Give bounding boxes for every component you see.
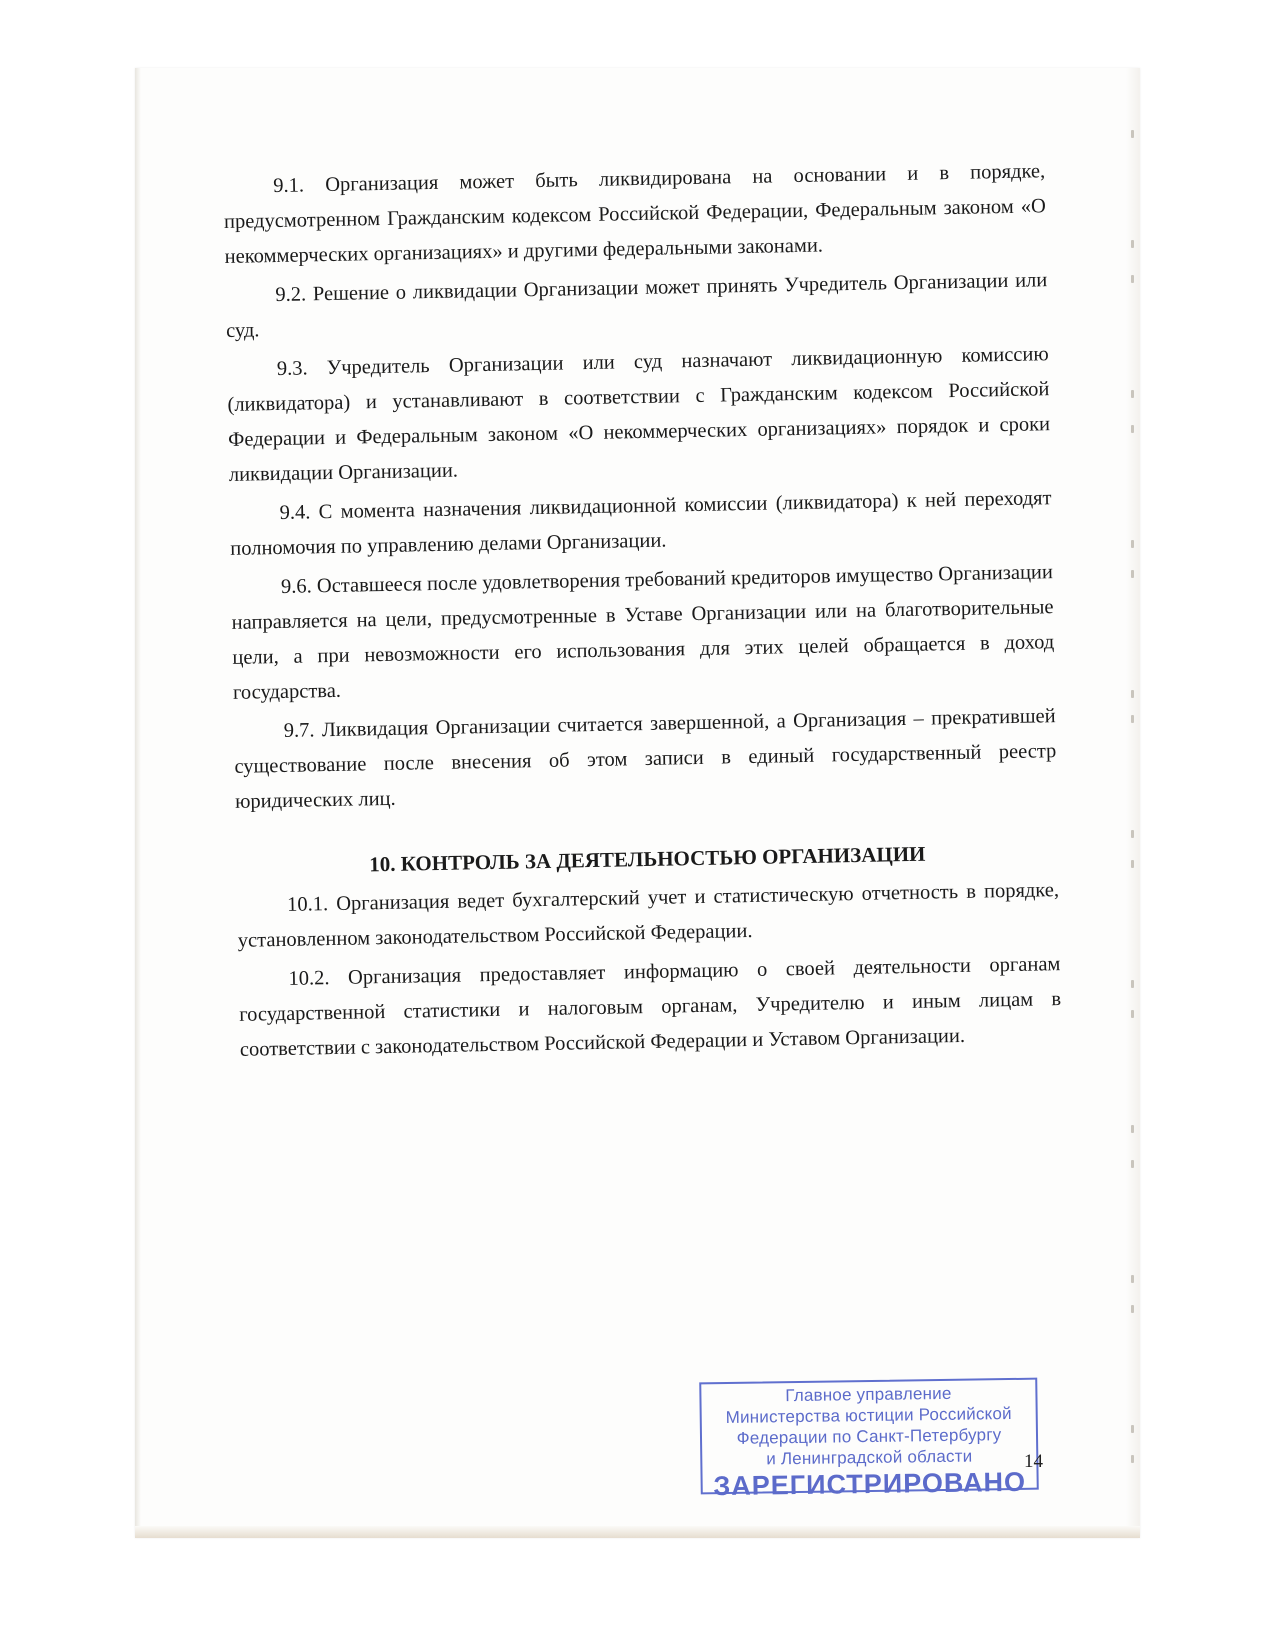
binding-mark: [1131, 1125, 1134, 1133]
section-10-heading: 10. КОНТРОЛЬ ЗА ДЕЯТЕЛЬНОСТЬЮ ОРГАНИЗАЦИИ: [369, 841, 926, 877]
binding-mark: [1131, 690, 1134, 698]
page-left-edge: [135, 68, 141, 1538]
binding-mark: [1131, 275, 1134, 283]
stamp-line-4: и Ленинградской области: [766, 1446, 973, 1469]
stamp-status: ЗАРЕГИСТРИРОВАНО: [713, 1466, 1027, 1502]
binding-mark: [1131, 240, 1134, 248]
binding-mark: [1131, 1305, 1134, 1313]
paragraph-10-2: 10.2. Организация предоставляет информацию о своей деятельности органам государственной статистики и налоговым органам, Учредителю и иным лицам в соответствии с законодательством Российской Федерации и Уставом Организации.: [239, 953, 1062, 1061]
binding-mark: [1131, 130, 1134, 138]
registration-stamp: [699, 1378, 1039, 1502]
binding-mark: [1131, 860, 1134, 868]
stamp-line-1: Главное управление: [785, 1383, 952, 1406]
binding-mark: [1131, 570, 1134, 578]
paragraph-9-6: 9.6. Оставшееся после удовлетворения требований кредиторов имущество Организации направляется на цели, предусмотренные в Уставе Организации или на благотворительные цели, а при невозможности его использования для этих целей обращается в доход государства.: [231, 561, 1055, 704]
binding-mark: [1131, 1010, 1134, 1018]
page-right-edge: [1126, 68, 1140, 1538]
paragraph-9-7: 9.7. Ликвидация Организации считается завершенной, а Организация – прекратившей существование после внесения об этом записи в единый государственный реестр юридических лиц.: [234, 705, 1057, 813]
binding-mark: [1131, 830, 1134, 838]
page-number: 14: [1024, 1451, 1043, 1472]
binding-mark: [1131, 390, 1134, 398]
binding-mark: [1131, 540, 1134, 548]
paragraph-9-3: 9.3. Учредитель Организации или суд назначают ликвидационную комиссию (ликвидатора) и устанавливают в соответствии с Гражданским кодексом Российской Федерации и Федеральным законом «О некоммерческих организациях» порядок и сроки ликвидации Организации.: [227, 343, 1051, 486]
paragraph-9-1: 9.1. Организация может быть ликвидирована на основании и в порядке, предусмотренном Гражданским кодексом Российской Федерации, Федеральным законом «О некоммерческих организациях» и другими федеральными законами.: [223, 160, 1047, 268]
binding-mark: [1131, 715, 1134, 723]
stamp-line-3: Федерации по Санкт-Петербургу: [736, 1425, 1002, 1448]
document-body: [223, 154, 1062, 1068]
stamp-line-2: Министерства юстиции Российской: [725, 1404, 1012, 1427]
binding-mark: [1131, 425, 1134, 433]
binding-mark: [1131, 1455, 1134, 1463]
binding-mark: [1131, 1275, 1134, 1283]
binding-mark: [1131, 1160, 1134, 1168]
binding-mark: [1131, 1425, 1134, 1433]
page-bottom-edge: [135, 1526, 1140, 1538]
paragraph-10-1: 10.1. Организация ведет бухгалтерский учет и статистическую отчетность в порядке, установленном законодательством Российской Федерации.: [237, 879, 1060, 952]
paragraph-9-2: 9.2. Решение о ликвидации Организации может принять Учредитель Организации или суд.: [225, 269, 1048, 342]
binding-mark: [1131, 980, 1134, 988]
paragraph-9-4: 9.4. С момента назначения ликвидационной комиссии (ликвидатора) к ней переходят полномочия по управлению делами Организации.: [230, 487, 1052, 560]
